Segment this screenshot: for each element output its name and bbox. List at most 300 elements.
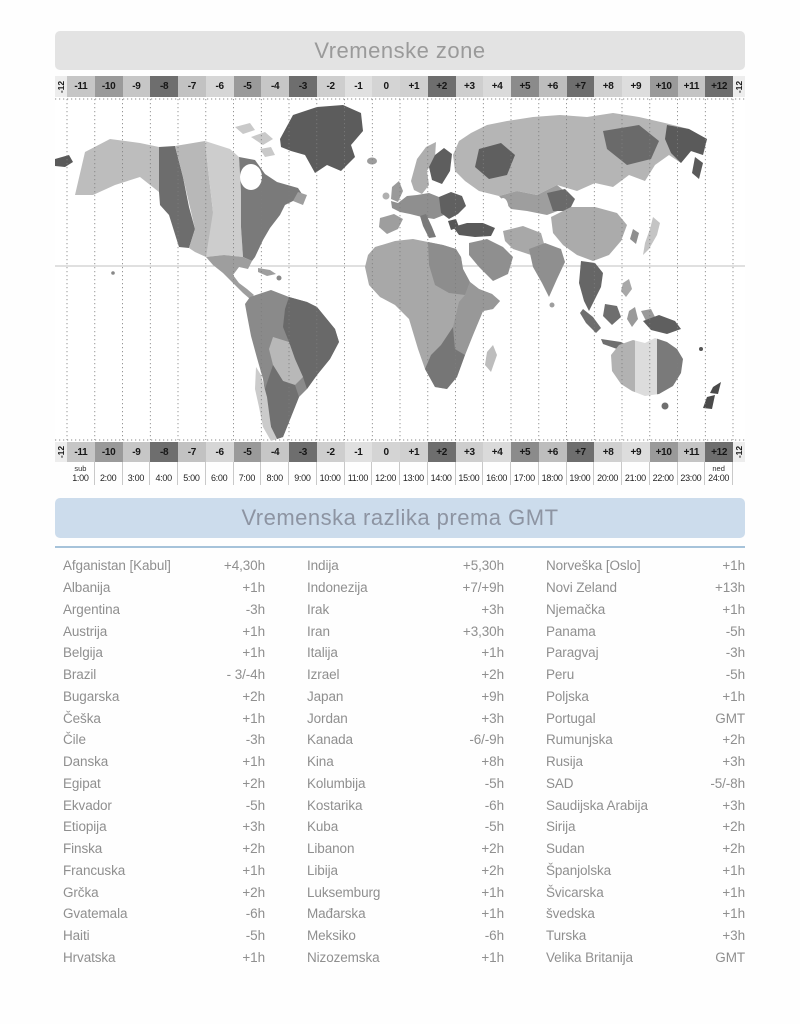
country-name: Švicarska [546,884,604,900]
table-row [63,860,265,882]
timezone-cell: -11 [67,76,95,97]
gmt-underline [55,546,745,548]
table-row [307,881,504,903]
table-row [307,903,504,925]
country-name: Egipat [63,775,101,791]
country-name: Bugarska [63,688,120,704]
time-label: 12:00 [375,473,397,483]
timezone-cell: +6 [539,76,567,97]
country-name: Francuska [63,862,126,878]
timezone-cell: +1 [400,442,428,462]
gmt-offset: +2h [722,819,745,835]
timezone-cell: +7 [567,442,595,462]
country-name: Kolumbija [307,775,366,791]
time-label: 9:00 [294,473,311,483]
table-row [63,729,265,751]
gmt-offset: +2h [722,841,745,857]
timezone-cell: -3 [289,442,317,462]
country-name: Hrvatska [63,949,116,965]
table-row [307,860,504,882]
time-label: 7:00 [238,473,256,483]
hour-cells [67,462,733,485]
timezone-cell: -4 [261,76,289,97]
gmt-offset: +1h [242,580,265,596]
gmt-offset: +3h [481,710,504,726]
gmt-offset: +3,30h [462,623,504,639]
timezone-cell: +9 [622,442,650,462]
timezone-cell: +3 [456,76,484,97]
gmt-offset: +2h [242,841,265,857]
table-row [307,664,504,686]
timezone-cell: -10 [95,76,123,97]
gmt-offset: +2h [242,884,265,900]
gmt-offset: - 3/-4h [226,667,265,683]
country-name: Nizozemska [307,949,380,965]
gmt-offset: -6h [484,797,504,813]
gmt-offset: -5h [245,928,265,944]
gmt-offset: +2h [481,841,504,857]
table-row [546,773,745,795]
timezone-cell: +10 [650,76,678,97]
timezone-cell: -9 [123,76,151,97]
hour-cell [317,462,345,485]
gmt-offset: +3h [481,601,504,617]
country-name: Mađarska [307,906,366,922]
landmass-oceania [580,304,721,410]
gmt-offset: +1h [722,688,745,704]
country-name: Izrael [307,667,340,683]
table-row [546,555,745,577]
gmt-offset: -5h [725,623,745,639]
time-label: 11:00 [347,473,369,483]
gmt-offset: +1h [242,710,265,726]
gmt-offset: +1h [242,623,265,639]
country-name: Iran [307,623,330,639]
table-row [63,816,265,838]
hour-cell [483,462,511,485]
country-name: Španjolska [546,862,612,878]
gmt-offset: +1h [242,949,265,965]
hours-spacer [55,462,67,485]
country-name: Sirija [546,819,576,835]
table-row [63,707,265,729]
country-name: Haiti [63,928,90,944]
time-label: 24:00 [708,473,730,483]
table-row [63,620,265,642]
table-row [307,729,504,751]
country-name: Belgija [63,645,103,661]
day-label: ned [712,464,725,473]
country-name: Kostarika [307,797,363,813]
table-row [307,577,504,599]
table-column-3 [546,555,745,968]
gmt-offset: -6/-9h [469,732,504,748]
timezone-cell: +6 [539,442,567,462]
hour-cell [622,462,650,485]
hour-cell [428,462,456,485]
country-name: Meksiko [307,928,356,944]
gmt-offset: -3h [245,732,265,748]
gmt-offset: +1h [481,645,504,661]
country-name: Poljska [546,688,589,704]
gmt-offset: -3h [725,645,745,661]
timezone-cell: -6 [206,76,234,97]
timezone-cell: -5 [234,442,262,462]
timezone-cell: +1 [400,76,428,97]
hour-cell [289,462,317,485]
timezone-cell: -8 [150,442,178,462]
table-row [63,599,265,621]
table-row [63,664,265,686]
hour-cell [594,462,622,485]
time-label: 14:00 [430,473,452,483]
time-label: 21:00 [624,473,646,483]
world-map [55,97,745,442]
gmt-offset: +5,30h [462,558,504,574]
gmt-header-bar [55,498,745,538]
gmt-offset: +2h [242,775,265,791]
table-row [546,947,745,969]
country-name: Gvatemala [63,906,128,922]
timezone-cell: +11 [678,442,706,462]
country-name: Velika Britanija [546,949,633,965]
country-name: Brazil [63,667,97,683]
hour-cell [705,462,733,485]
hour-cell [123,462,151,485]
world-map-svg [55,97,745,442]
hour-cell [650,462,678,485]
table-row [63,751,265,773]
table-row [546,599,745,621]
hour-cell [261,462,289,485]
time-label: 15:00 [458,473,480,483]
time-label: 23:00 [680,473,702,483]
country-name: Turska [546,928,587,944]
time-label: 13:00 [402,473,424,483]
country-name: Albanija [63,580,111,596]
gmt-offset: +4,30h [223,558,265,574]
table-row [546,860,745,882]
table-row [63,903,265,925]
timezone-edge-right [733,76,745,97]
table-row [63,794,265,816]
country-name: Saudijska Arabija [546,797,648,813]
timezone-cell: -2 [317,76,345,97]
gmt-offset: GMT [715,949,745,965]
gmt-offset-table [55,555,745,968]
table-row [546,664,745,686]
hours-spacer [733,462,745,485]
timezone-cell: 0 [372,76,400,97]
gmt-offset: +3h [722,928,745,944]
country-name: Argentina [63,601,120,617]
timezone-cell: -2 [317,442,345,462]
timezone-strip-bottom [55,442,745,462]
table-row [546,816,745,838]
country-name: švedska [546,906,595,922]
table-row [63,838,265,860]
time-label: 19:00 [569,473,591,483]
country-name: SAD [546,775,574,791]
landmass-north-america [75,123,307,299]
gmt-offset: +2h [481,862,504,878]
timezone-edge-label: -12 [734,80,745,93]
timezone-cell: +5 [511,76,539,97]
hour-cell [511,462,539,485]
timezone-cell: +12 [705,442,733,462]
title-bar [55,31,745,70]
country-name: Indija [307,558,339,574]
timezone-edge-right [733,442,745,462]
country-name: Panama [546,623,596,639]
country-name: Rumunjska [546,732,613,748]
table-row [307,707,504,729]
timezone-cell: +4 [483,442,511,462]
country-name: Indonezija [307,580,368,596]
timezone-cell: -1 [345,442,373,462]
hour-cell [150,462,178,485]
table-row [307,642,504,664]
timezone-cell: -6 [206,442,234,462]
country-name: Jordan [307,710,348,726]
country-name: Italija [307,645,338,661]
country-name: Njemačka [546,601,606,617]
timezone-cell: -4 [261,442,289,462]
hours-row [55,462,745,485]
time-label: 16:00 [486,473,508,483]
timezone-cell: 0 [372,442,400,462]
hour-cell [678,462,706,485]
country-name: Rusija [546,754,583,770]
table-row [307,925,504,947]
table-row [63,881,265,903]
timezone-cell: +12 [705,76,733,97]
time-label: 3:00 [127,473,145,483]
gmt-offset: -6h [484,928,504,944]
timezone-cell: +11 [678,76,706,97]
gmt-offset: +1h [242,862,265,878]
country-name: Novi Zeland [546,580,617,596]
table-row [546,881,745,903]
timezone-edge-left [55,76,67,97]
table-row [307,686,504,708]
gmt-offset: +2h [481,667,504,683]
table-row [307,555,504,577]
gmt-offset: -5h [484,819,504,835]
timezone-cell: -1 [345,76,373,97]
time-label: 6:00 [210,473,228,483]
country-name: Sudan [546,841,585,857]
hour-cell [67,462,95,485]
gmt-offset: +1h [722,862,745,878]
hour-cell [95,462,123,485]
hour-cell [178,462,206,485]
hour-cell [206,462,234,485]
gmt-offset: +3h [722,754,745,770]
table-row [307,794,504,816]
timezone-cell: -9 [123,442,151,462]
timezone-cell: -7 [178,76,206,97]
table-row [307,816,504,838]
country-name: Portugal [546,710,596,726]
country-name: Etiopija [63,819,107,835]
time-label: 10:00 [319,473,341,483]
time-label: 22:00 [652,473,674,483]
timezone-cell: +7 [567,76,595,97]
gmt-offset: -6h [245,906,265,922]
gmt-offset: +1h [481,906,504,922]
timezone-cell: +8 [594,442,622,462]
landmass-greenland [280,105,377,173]
country-name: Libija [307,862,338,878]
table-row [63,555,265,577]
timezone-cell: -10 [95,442,123,462]
hour-cell [345,462,373,485]
time-label: 2:00 [99,473,117,483]
country-name: Austrija [63,623,108,639]
timezone-cell: +2 [428,76,456,97]
gmt-offset: +9h [481,688,504,704]
country-name: Češka [63,710,101,726]
table-row [63,642,265,664]
timezone-cell: -5 [234,76,262,97]
table-row [307,773,504,795]
time-label: 18:00 [541,473,563,483]
time-label: 8:00 [266,473,283,483]
gmt-offset: +3h [722,797,745,813]
country-name: Čile [63,732,86,748]
timezone-cell: -3 [289,76,317,97]
time-label: 17:00 [513,473,535,483]
timezone-edge-label: -12 [56,445,67,459]
gmt-offset: +1h [722,558,745,574]
time-label: 4:00 [155,473,172,483]
timezone-edge-left [55,442,67,462]
hour-cell [372,462,400,485]
gmt-offset: +1h [481,884,504,900]
day-label: sub [74,464,87,473]
table-row [546,642,745,664]
timezone-cell: +4 [483,76,511,97]
country-name: Norveška [Oslo] [546,558,641,574]
gmt-offset: +7/+9h [462,580,504,596]
landmass-south-america [245,290,339,441]
timezone-cell: -11 [67,442,95,462]
timezone-cell: +8 [594,76,622,97]
table-row [546,903,745,925]
gmt-offset: +1h [722,601,745,617]
table-row [63,686,265,708]
table-row [63,577,265,599]
page-title: Vremenske zone [314,37,486,63]
gmt-offset: +1h [722,884,745,900]
country-name: Japan [307,688,344,704]
gmt-offset: -5h [725,667,745,683]
table-row [307,751,504,773]
gmt-offset: +1h [481,949,504,965]
hour-cell [456,462,484,485]
gmt-offset: -5h [484,775,504,791]
table-row [63,925,265,947]
timezone-cells-top [67,76,733,97]
country-name: Afganistan [Kabul] [63,558,171,574]
table-row [546,686,745,708]
gmt-offset: +1h [242,645,265,661]
table-row [546,751,745,773]
table-row [307,599,504,621]
timezone-cell: +2 [428,442,456,462]
gmt-offset: GMT [715,710,745,726]
gmt-offset: -5h [245,797,265,813]
gmt-offset: +3h [242,819,265,835]
country-name: Kuba [307,819,339,835]
country-name: Danska [63,754,109,770]
country-name: Kina [307,754,334,770]
timezone-strip-top [55,76,745,97]
timezone-edge-label: -12 [734,445,745,459]
gmt-offset: +1h [242,754,265,770]
table-row [546,707,745,729]
timezone-cell: +10 [650,442,678,462]
gmt-offset: +8h [481,754,504,770]
table-row [546,838,745,860]
table-row [546,577,745,599]
hour-cell [234,462,262,485]
country-name: Finska [63,841,103,857]
table-row [63,773,265,795]
timezone-cell: -7 [178,442,206,462]
country-name: Peru [546,667,575,683]
gmt-offset: +2h [722,732,745,748]
country-name: Grčka [63,884,99,900]
table-row [546,620,745,642]
gmt-header-title: Vremenska razlika prema GMT [241,505,559,530]
hour-cell [539,462,567,485]
timezone-cell: +9 [622,76,650,97]
table-row [307,620,504,642]
gmt-offset: +1h [722,906,745,922]
table-row [546,729,745,751]
country-name: Ekvador [63,797,112,813]
timezone-cell: +5 [511,442,539,462]
table-column-2 [307,555,504,968]
country-name: Libanon [307,841,355,857]
country-name: Paragvaj [546,645,599,661]
hour-cell [567,462,595,485]
timezone-cell: +3 [456,442,484,462]
table-row [307,947,504,969]
country-name: Irak [307,601,330,617]
table-row [307,838,504,860]
gmt-offset: +13h [714,580,745,596]
timezone-edge-label: -12 [56,80,67,93]
country-name: Kanada [307,732,353,748]
table-row [63,947,265,969]
table-row [546,925,745,947]
gmt-offset: +2h [242,688,265,704]
time-label: 20:00 [597,473,619,483]
timezone-cells-bottom [67,442,733,462]
hour-cell [400,462,428,485]
table-column-1 [63,555,265,968]
gmt-offset: -3h [245,601,265,617]
time-label: 5:00 [183,473,200,483]
gmt-offset: -5/-8h [710,775,745,791]
time-label: 1:00 [72,473,89,483]
country-name: Luksemburg [307,884,381,900]
table-row [546,794,745,816]
timezone-cell: -8 [150,76,178,97]
